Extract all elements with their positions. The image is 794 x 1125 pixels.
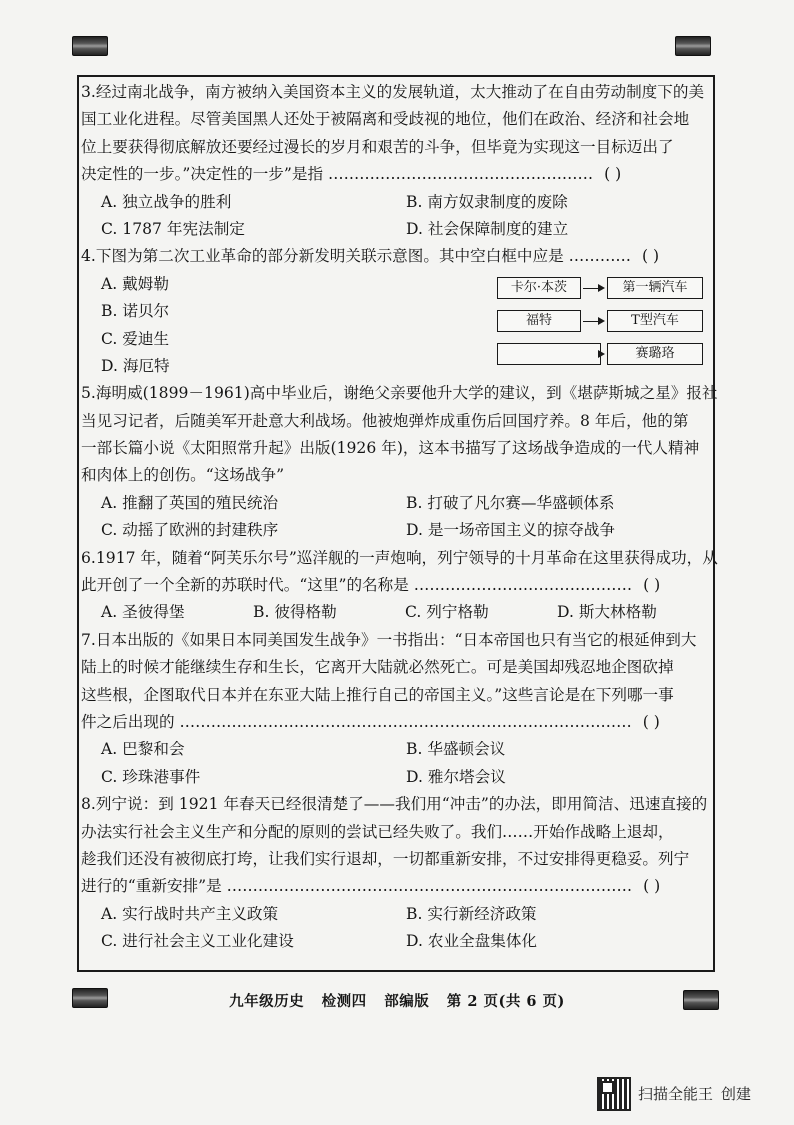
answer-bracket[interactable]: ( ) [643,877,661,896]
question-stem-line: 8.列宁说：到 1921 年春天已经很清楚了——我们用“冲击”的办法，即用简洁、迅速直接的 [81,795,708,814]
registration-mark-top-left [72,36,108,56]
question-stem-line: 7.日本出版的《如果日本同美国发生战争》一书指出：“日本帝国也只有当它的根延伸到大 [81,630,697,649]
question-stem-last-line [81,161,711,188]
options-row [81,490,711,517]
option-c[interactable]: C. 进行社会主义工业化建设 [101,932,294,951]
diagram-box-invention: 赛璐珞 [607,343,703,365]
diagram-box-inventor: 福特 [497,310,581,332]
option-d[interactable]: D. 斯大林格勒 [557,603,657,622]
question-stem-last-line [81,873,711,900]
diagram-box-inventor: 卡尔·本茨 [497,277,581,299]
answer-bracket[interactable]: ( ) [642,247,660,266]
diagram-box-invention: T型汽车 [607,310,703,332]
option-c[interactable]: C. 动摇了欧洲的封建秩序 [101,521,279,540]
options-row [81,928,711,955]
options-row [81,599,711,626]
options-row [81,216,711,243]
options-row [81,901,711,928]
question-8 [81,791,711,955]
page-footer [0,990,794,1011]
option-a[interactable]: A. 推翻了英国的殖民统治 [101,493,279,512]
question-stem-text: 4.下图为第二次工业革命的部分新发明关联示意图。其中空白框中应是 ………… [81,247,632,266]
qr-code-icon [597,1077,631,1111]
question-stem-text: 此开创了一个全新的苏联时代。“这里”的名称是 …………………………………… [81,576,633,595]
option-d[interactable]: D. 雅尔塔会议 [406,767,506,786]
question-stem-line: 趁我们还没有被彻底打垮，让我们实行退却，一切都重新安排，不过安排得更稳妥。列宁 [81,849,690,868]
option-d[interactable]: D. 社会保障制度的建立 [406,219,569,238]
options-row [81,764,711,791]
exam-page-content [81,79,718,956]
question-stem-line: 6.1917 年，随着“阿芙乐尔号”巡洋舰的一声炮响，列宁领导的十月革命在这里获得成功，从 [81,548,718,567]
options-row [81,736,711,763]
question-stem-line: 陆上的时候才能继续生存和生长，它离开大陆就必然死亡。可是美国却残忍地企图砍掉 [81,658,674,677]
diagram-box-invention: 第一辆汽车 [607,277,703,299]
diagram-arrow [583,321,603,322]
option-a[interactable]: A. 独立战争的胜利 [101,192,232,211]
option-b[interactable]: B. 诺贝尔 [101,302,170,321]
option-c[interactable]: C. 珍珠港事件 [101,767,201,786]
option-a[interactable]: A. 实行战时共产主义政策 [101,904,279,923]
question-6 [81,545,718,627]
option-a[interactable]: A. 圣彼得堡 [101,603,185,622]
diagram-arrow [601,354,603,355]
diagram-arrow [583,288,603,289]
question-stem-text: 决定性的一步。”决定性的一步”是指 …………………………………………… [81,165,594,184]
question-stem-last-line [81,243,711,270]
option-d[interactable]: D. 海厄特 [101,356,170,375]
scanner-watermark [638,1083,759,1104]
question-stem-text: 进行的“重新安排”是 …………………………………………………………………… [81,877,633,896]
question-stem-last-line [81,572,711,599]
question-stem-line: 5.海明威(1899－1961)高中毕业后，谢绝父亲要他升大学的建议，到《堪萨斯城之星》报社 [81,384,718,403]
registration-mark-top-right [675,36,711,56]
question-stem-line: 办法实行社会主义生产和分配的原则的尝试已经失败了。我们……开始作战略上退却， [81,822,674,841]
option-b[interactable]: B. 华盛顿会议 [406,740,506,759]
option-b[interactable]: B. 打破了凡尔赛—华盛顿体系 [406,493,615,512]
question-stem-line: 国工业化进程。尽管美国黑人还处于被隔离和受歧视的地位，他们在政治、经济和社会地 [81,110,690,129]
question-stem-line: 一部长篇小说《太阳照常升起》出版(1926 年)，这本书描写了这场战争造成的一代人精神 [81,439,700,458]
option-b[interactable]: B. 南方奴隶制度的废除 [406,192,568,211]
invention-diagram [497,275,707,367]
option-b[interactable]: B. 实行新经济政策 [406,904,537,923]
footer-subject: 九年级历史 [229,993,305,1010]
question-stem-line: 这些根，企图取代日本并在东亚大陆上推行自己的帝国主义。”这些言论是在下列哪一事 [81,685,674,704]
option-b[interactable]: B. 彼得格勒 [253,603,337,622]
answer-bracket[interactable]: ( ) [604,165,622,184]
question-7 [81,627,711,791]
question-5 [81,380,718,544]
option-a[interactable]: A. 戴姆勒 [101,274,169,293]
options-row [81,517,711,544]
question-3 [81,79,711,243]
scanner-app-name: 扫描全能王 [638,1085,714,1103]
option-d[interactable]: D. 是一场帝国主义的掠夺战争 [406,521,615,540]
option-d[interactable]: D. 农业全盘集体化 [406,932,538,951]
question-stem-last-line: 和肉体上的创伤。“这场战争” [81,466,285,485]
answer-bracket[interactable]: ( ) [642,712,660,731]
question-stem-text: 件之后出现的 …………………………………………………………………………… [81,712,632,731]
answer-bracket[interactable]: ( ) [643,576,661,595]
footer-page-number: 第 2 页(共 6 页) [446,993,565,1010]
option-c[interactable]: C. 爱迪生 [101,329,170,348]
option-a[interactable]: A. 巴黎和会 [101,740,185,759]
scanner-action: 创建 [721,1085,752,1103]
question-stem-line: 当见习记者，后随美军开赴意大利战场。他被炮弹炸成重伤后回国疗养。8 年后，他的第 [81,411,689,430]
footer-test: 检测四 [321,993,367,1010]
footer-edition: 部编版 [384,993,430,1010]
question-stem-line: 位上要获得彻底解放还要经过漫长的岁月和艰苦的斗争，但毕竟为实现这一目标迈出了 [81,137,674,156]
diagram-blank-box[interactable] [497,343,601,365]
question-stem-line: 3.经过南北战争，南方被纳入美国资本主义的发展轨道，太大推动了在自由劳动制度下的美 [81,83,705,101]
option-c[interactable]: C. 列宁格勒 [405,603,489,622]
options-row [81,189,711,216]
question-stem-last-line [81,709,711,736]
option-c[interactable]: C. 1787 年宪法制定 [101,219,245,238]
